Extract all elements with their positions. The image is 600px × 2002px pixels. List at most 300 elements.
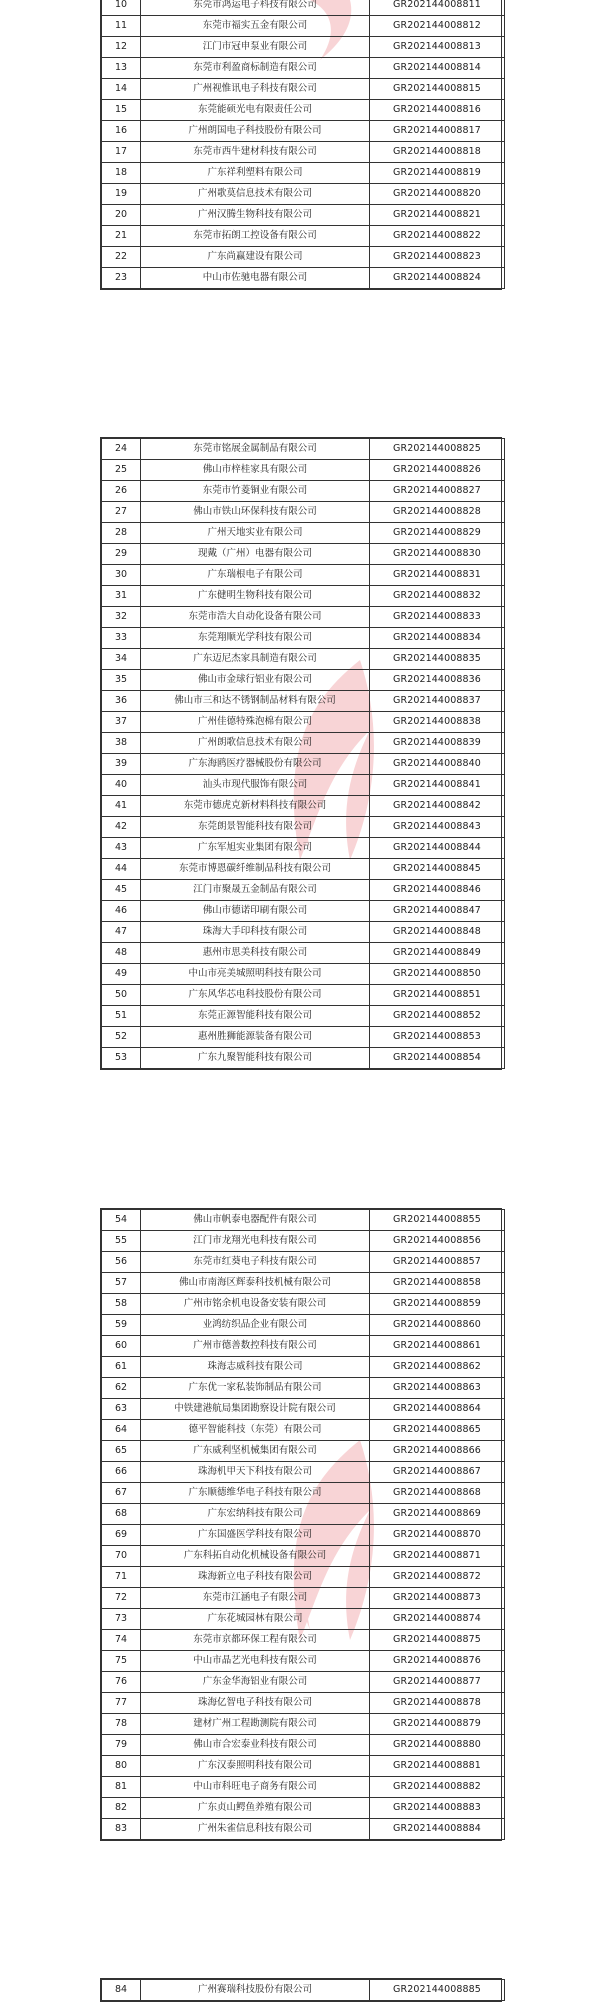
table-row (102, 1546, 505, 1567)
row-number: 46 (102, 901, 141, 922)
company-name: 东莞市博恩碳纤维制品科技有限公司 (141, 859, 370, 880)
row-number: 53 (102, 1048, 141, 1069)
company-name: 江门市龙翔光电科技有限公司 (141, 1231, 370, 1252)
company-name: 东莞翔顺光学科技有限公司 (141, 628, 370, 649)
table-row (102, 565, 505, 586)
certificate-number: GR202144008876 (370, 1651, 505, 1672)
company-name: 德平智能科技（东莞）有限公司 (141, 1420, 370, 1441)
certificate-number: GR202144008873 (370, 1588, 505, 1609)
row-number: 74 (102, 1630, 141, 1651)
certificate-number: GR202144008831 (370, 565, 505, 586)
row-number: 20 (102, 205, 141, 226)
table-row (102, 1336, 505, 1357)
row-number: 22 (102, 247, 141, 268)
company-name: 中山市晶艺光电科技有限公司 (141, 1651, 370, 1672)
row-number: 14 (102, 79, 141, 100)
certificate-number: GR202144008830 (370, 544, 505, 565)
row-number: 50 (102, 985, 141, 1006)
company-name: 佛山市金球行铝业有限公司 (141, 670, 370, 691)
company-name: 广州朗国电子科技股份有限公司 (141, 121, 370, 142)
certificate-number: GR202144008812 (370, 16, 505, 37)
company-name: 广东九聚智能科技有限公司 (141, 1048, 370, 1069)
table-row (102, 1441, 505, 1462)
table-row (102, 1630, 505, 1651)
table-row (102, 880, 505, 901)
certificate-number: GR202144008845 (370, 859, 505, 880)
company-name: 广东汉泰照明科技有限公司 (141, 1756, 370, 1777)
certificate-number: GR202144008836 (370, 670, 505, 691)
company-name: 佛山市铁山环保科技有限公司 (141, 502, 370, 523)
row-number: 60 (102, 1336, 141, 1357)
table-row (102, 460, 505, 481)
table-row (102, 628, 505, 649)
row-number: 51 (102, 1006, 141, 1027)
company-table-1 (100, 0, 502, 290)
table-row (102, 1609, 505, 1630)
table-row (102, 796, 505, 817)
certificate-number: GR202144008834 (370, 628, 505, 649)
table-row (102, 586, 505, 607)
company-name: 东莞市德虎克新材料科技有限公司 (141, 796, 370, 817)
company-name: 东莞朗景智能科技有限公司 (141, 817, 370, 838)
certificate-number: GR202144008843 (370, 817, 505, 838)
certificate-number: GR202144008838 (370, 712, 505, 733)
certificate-number: GR202144008863 (370, 1378, 505, 1399)
table-row (102, 817, 505, 838)
company-name: 惠州胜狮能源装备有限公司 (141, 1027, 370, 1048)
certificate-number: GR202144008864 (370, 1399, 505, 1420)
table-row (102, 205, 505, 226)
table-row (102, 754, 505, 775)
certificate-number: GR202144008862 (370, 1357, 505, 1378)
row-number: 38 (102, 733, 141, 754)
certificate-number: GR202144008844 (370, 838, 505, 859)
company-name: 东莞市铭展金属制品有限公司 (141, 439, 370, 460)
certificate-number: GR202144008883 (370, 1798, 505, 1819)
table-row (102, 226, 505, 247)
table-row (102, 607, 505, 628)
row-number: 49 (102, 964, 141, 985)
row-number: 52 (102, 1027, 141, 1048)
company-name: 佛山市梓桂家具有限公司 (141, 460, 370, 481)
company-name: 广东宏纳科技有限公司 (141, 1504, 370, 1525)
table-row (102, 1273, 505, 1294)
row-number: 27 (102, 502, 141, 523)
certificate-number: GR202144008861 (370, 1336, 505, 1357)
table-row (102, 481, 505, 502)
table-row (102, 523, 505, 544)
certificate-number: GR202144008855 (370, 1210, 505, 1231)
company-name: 惠州市思美科技有限公司 (141, 943, 370, 964)
certificate-number: GR202144008856 (370, 1231, 505, 1252)
company-name: 中山市佐驰电器有限公司 (141, 268, 370, 289)
table-row (102, 142, 505, 163)
row-number: 26 (102, 481, 141, 502)
row-number: 78 (102, 1714, 141, 1735)
company-name: 广州佳德特殊泡棉有限公司 (141, 712, 370, 733)
row-number: 82 (102, 1798, 141, 1819)
certificate-number: GR202144008837 (370, 691, 505, 712)
company-name: 广州朗歌信息技术有限公司 (141, 733, 370, 754)
table-row (102, 121, 505, 142)
row-number: 72 (102, 1588, 141, 1609)
company-table-3 (100, 1208, 502, 1841)
company-name: 广东祥利塑料有限公司 (141, 163, 370, 184)
company-name: 广州歌莫信息技术有限公司 (141, 184, 370, 205)
row-number: 56 (102, 1252, 141, 1273)
row-number: 44 (102, 859, 141, 880)
certificate-number: GR202144008867 (370, 1462, 505, 1483)
row-number: 66 (102, 1462, 141, 1483)
company-name: 东莞市西牛建材科技有限公司 (141, 142, 370, 163)
certificate-number: GR202144008878 (370, 1693, 505, 1714)
certificate-number: GR202144008853 (370, 1027, 505, 1048)
company-name: 东莞市竹菱铜业有限公司 (141, 481, 370, 502)
certificate-number: GR202144008833 (370, 607, 505, 628)
row-number: 70 (102, 1546, 141, 1567)
company-name: 东莞能硕光电有限责任公司 (141, 100, 370, 121)
row-number: 75 (102, 1651, 141, 1672)
company-name: 广东风华芯电科技股份有限公司 (141, 985, 370, 1006)
company-name: 珠海新立电子科技有限公司 (141, 1567, 370, 1588)
certificate-number: GR202144008858 (370, 1273, 505, 1294)
certificate-number: GR202144008868 (370, 1483, 505, 1504)
company-name: 东莞市福实五金有限公司 (141, 16, 370, 37)
table-row (102, 775, 505, 796)
company-name: 广东国盛医学科技有限公司 (141, 1525, 370, 1546)
table-row (102, 670, 505, 691)
row-number: 21 (102, 226, 141, 247)
table-row (102, 1006, 505, 1027)
row-number: 28 (102, 523, 141, 544)
row-number: 80 (102, 1756, 141, 1777)
certificate-number: GR202144008839 (370, 733, 505, 754)
certificate-number: GR202144008874 (370, 1609, 505, 1630)
certificate-number: GR202144008857 (370, 1252, 505, 1273)
table-row (102, 1693, 505, 1714)
table-row (102, 1504, 505, 1525)
company-table-2 (100, 437, 502, 1070)
certificate-number: GR202144008828 (370, 502, 505, 523)
certificate-number: GR202144008818 (370, 142, 505, 163)
table-row (102, 964, 505, 985)
table-row (102, 943, 505, 964)
company-name: 东莞市浩大自动化设备有限公司 (141, 607, 370, 628)
company-name: 广州朱雀信息科技有限公司 (141, 1819, 370, 1840)
company-name: 珠海机甲天下科技有限公司 (141, 1462, 370, 1483)
company-name: 广东威利坚机械集团有限公司 (141, 1441, 370, 1462)
certificate-number: GR202144008822 (370, 226, 505, 247)
row-number: 81 (102, 1777, 141, 1798)
certificate-number: GR202144008854 (370, 1048, 505, 1069)
certificate-number: GR202144008842 (370, 796, 505, 817)
certificate-number: GR202144008882 (370, 1777, 505, 1798)
row-number: 76 (102, 1672, 141, 1693)
company-name: 中山市亮美城照明科技有限公司 (141, 964, 370, 985)
row-number: 34 (102, 649, 141, 670)
certificate-number: GR202144008824 (370, 268, 505, 289)
company-name: 业鸿纺织品企业有限公司 (141, 1315, 370, 1336)
company-name: 汕头市现代服饰有限公司 (141, 775, 370, 796)
company-name: 广东瑞根电子有限公司 (141, 565, 370, 586)
table-row (102, 1420, 505, 1441)
table-row (102, 1567, 505, 1588)
certificate-number: GR202144008847 (370, 901, 505, 922)
table-row (102, 1672, 505, 1693)
row-number: 83 (102, 1819, 141, 1840)
table-row (102, 1231, 505, 1252)
certificate-number: GR202144008869 (370, 1504, 505, 1525)
company-name: 中山市科旺电子商务有限公司 (141, 1777, 370, 1798)
table-row (102, 691, 505, 712)
certificate-number: GR202144008850 (370, 964, 505, 985)
table-row (102, 985, 505, 1006)
row-number: 39 (102, 754, 141, 775)
certificate-number: GR202144008881 (370, 1756, 505, 1777)
company-name: 佛山市合宏泰业科技有限公司 (141, 1735, 370, 1756)
table-row (102, 1819, 505, 1840)
row-number: 31 (102, 586, 141, 607)
certificate-number: GR202144008815 (370, 79, 505, 100)
table-row (102, 1651, 505, 1672)
table-row (102, 58, 505, 79)
table-row (102, 1462, 505, 1483)
row-number: 45 (102, 880, 141, 901)
company-name: 中铁建港航局集团勘察设计院有限公司 (141, 1399, 370, 1420)
certificate-number: GR202144008846 (370, 880, 505, 901)
table-row (102, 1378, 505, 1399)
company-name: 广东军旭实业集团有限公司 (141, 838, 370, 859)
table-row (102, 649, 505, 670)
certificate-number: GR202144008816 (370, 100, 505, 121)
table-row (102, 184, 505, 205)
row-number: 16 (102, 121, 141, 142)
row-number: 29 (102, 544, 141, 565)
certificate-number: GR202144008880 (370, 1735, 505, 1756)
certificate-number: GR202144008811 (370, 0, 505, 16)
row-number: 73 (102, 1609, 141, 1630)
row-number: 68 (102, 1504, 141, 1525)
row-number: 18 (102, 163, 141, 184)
row-number: 48 (102, 943, 141, 964)
row-number: 61 (102, 1357, 141, 1378)
company-name: 广州市德善数控科技有限公司 (141, 1336, 370, 1357)
row-number: 64 (102, 1420, 141, 1441)
row-number: 84 (102, 1980, 141, 2001)
company-name: 佛山市帆泰电器配件有限公司 (141, 1210, 370, 1231)
certificate-number: GR202144008865 (370, 1420, 505, 1441)
company-name: 广东金华海铝业有限公司 (141, 1672, 370, 1693)
certificate-number: GR202144008835 (370, 649, 505, 670)
certificate-number: GR202144008879 (370, 1714, 505, 1735)
table-row (102, 712, 505, 733)
table-row (102, 1588, 505, 1609)
certificate-number: GR202144008826 (370, 460, 505, 481)
table-row (102, 1252, 505, 1273)
company-name: 广东优一家私装饰制品有限公司 (141, 1378, 370, 1399)
row-number: 79 (102, 1735, 141, 1756)
company-table-4 (100, 1978, 502, 2002)
company-name: 东莞正源智能科技有限公司 (141, 1006, 370, 1027)
table-row (102, 1980, 505, 2001)
table-row (102, 1798, 505, 1819)
table-row (102, 1399, 505, 1420)
company-name: 广东花城园林有限公司 (141, 1609, 370, 1630)
row-number: 63 (102, 1399, 141, 1420)
certificate-number: GR202144008851 (370, 985, 505, 1006)
table-row (102, 1048, 505, 1069)
table-row (102, 1315, 505, 1336)
row-number: 55 (102, 1231, 141, 1252)
row-number: 59 (102, 1315, 141, 1336)
row-number: 15 (102, 100, 141, 121)
company-name: 东莞市红葵电子科技有限公司 (141, 1252, 370, 1273)
row-number: 10 (102, 0, 141, 16)
company-name: 东莞市鸿运电子科技有限公司 (141, 0, 370, 16)
table-row (102, 502, 505, 523)
table-row (102, 0, 505, 16)
certificate-number: GR202144008814 (370, 58, 505, 79)
row-number: 58 (102, 1294, 141, 1315)
company-name: 江门市聚晟五金制品有限公司 (141, 880, 370, 901)
table-row (102, 1210, 505, 1231)
certificate-number: GR202144008817 (370, 121, 505, 142)
table-row (102, 247, 505, 268)
table-row (102, 859, 505, 880)
certificate-number: GR202144008871 (370, 1546, 505, 1567)
table-row (102, 79, 505, 100)
row-number: 17 (102, 142, 141, 163)
certificate-number: GR202144008819 (370, 163, 505, 184)
certificate-number: GR202144008820 (370, 184, 505, 205)
table-row (102, 1735, 505, 1756)
table-row (102, 1294, 505, 1315)
row-number: 77 (102, 1693, 141, 1714)
row-number: 57 (102, 1273, 141, 1294)
table-row (102, 1357, 505, 1378)
row-number: 62 (102, 1378, 141, 1399)
row-number: 71 (102, 1567, 141, 1588)
company-name: 广州视惟讯电子科技有限公司 (141, 79, 370, 100)
company-name: 广东贞山鳄鱼养殖有限公司 (141, 1798, 370, 1819)
table-row (102, 37, 505, 58)
row-number: 12 (102, 37, 141, 58)
row-number: 32 (102, 607, 141, 628)
row-number: 37 (102, 712, 141, 733)
company-name: 建材广州工程勘测院有限公司 (141, 1714, 370, 1735)
table-row (102, 901, 505, 922)
row-number: 19 (102, 184, 141, 205)
certificate-number: GR202144008821 (370, 205, 505, 226)
certificate-number: GR202144008832 (370, 586, 505, 607)
row-number: 36 (102, 691, 141, 712)
certificate-number: GR202144008866 (370, 1441, 505, 1462)
row-number: 25 (102, 460, 141, 481)
row-number: 42 (102, 817, 141, 838)
certificate-number: GR202144008825 (370, 439, 505, 460)
row-number: 24 (102, 439, 141, 460)
table-row (102, 268, 505, 289)
table-row (102, 1777, 505, 1798)
certificate-number: GR202144008852 (370, 1006, 505, 1027)
company-name: 东莞市拓朗工控设备有限公司 (141, 226, 370, 247)
certificate-number: GR202144008860 (370, 1315, 505, 1336)
row-number: 65 (102, 1441, 141, 1462)
row-number: 41 (102, 796, 141, 817)
table-row (102, 922, 505, 943)
row-number: 69 (102, 1525, 141, 1546)
certificate-number: GR202144008827 (370, 481, 505, 502)
certificate-number: GR202144008870 (370, 1525, 505, 1546)
table-row (102, 1525, 505, 1546)
company-name: 广州赛瑞科技股份有限公司 (141, 1980, 370, 2001)
certificate-number: GR202144008849 (370, 943, 505, 964)
certificate-number: GR202144008859 (370, 1294, 505, 1315)
certificate-number: GR202144008841 (370, 775, 505, 796)
company-name: 广东顺德维华电子科技有限公司 (141, 1483, 370, 1504)
company-name: 江门市冠申泵业有限公司 (141, 37, 370, 58)
company-name: 广州市铭余机电设备安装有限公司 (141, 1294, 370, 1315)
table-row (102, 163, 505, 184)
certificate-number: GR202144008885 (370, 1980, 505, 2001)
certificate-number: GR202144008877 (370, 1672, 505, 1693)
company-name: 珠海志威科技有限公司 (141, 1357, 370, 1378)
company-name: 广东科拓自动化机械设备有限公司 (141, 1546, 370, 1567)
company-name: 东莞市江涵电子有限公司 (141, 1588, 370, 1609)
certificate-number: GR202144008823 (370, 247, 505, 268)
certificate-number: GR202144008848 (370, 922, 505, 943)
table-row (102, 1756, 505, 1777)
table-row (102, 733, 505, 754)
table-row (102, 838, 505, 859)
company-name: 佛山市三和达不锈钢制品材料有限公司 (141, 691, 370, 712)
row-number: 33 (102, 628, 141, 649)
table-row (102, 439, 505, 460)
row-number: 54 (102, 1210, 141, 1231)
certificate-number: GR202144008875 (370, 1630, 505, 1651)
table-row (102, 1714, 505, 1735)
company-name: 东莞市利盈商标制造有限公司 (141, 58, 370, 79)
row-number: 43 (102, 838, 141, 859)
company-name: 广东迈尼杰家具制造有限公司 (141, 649, 370, 670)
company-name: 佛山市德诺印刷有限公司 (141, 901, 370, 922)
company-name: 广东健明生物科技有限公司 (141, 586, 370, 607)
company-name: 现戴（广州）电器有限公司 (141, 544, 370, 565)
certificate-number: GR202144008813 (370, 37, 505, 58)
certificate-number: GR202144008840 (370, 754, 505, 775)
table-row (102, 100, 505, 121)
certificate-number: GR202144008872 (370, 1567, 505, 1588)
row-number: 35 (102, 670, 141, 691)
company-name: 佛山市南海区辉泰科技机械有限公司 (141, 1273, 370, 1294)
company-name: 广州天地实业有限公司 (141, 523, 370, 544)
row-number: 67 (102, 1483, 141, 1504)
company-name: 广州汉腾生物科技有限公司 (141, 205, 370, 226)
company-name: 珠海大手印科技有限公司 (141, 922, 370, 943)
company-name: 广东海鸥医疗器械股份有限公司 (141, 754, 370, 775)
company-name: 珠海亿智电子科技有限公司 (141, 1693, 370, 1714)
row-number: 11 (102, 16, 141, 37)
row-number: 40 (102, 775, 141, 796)
certificate-number: GR202144008884 (370, 1819, 505, 1840)
row-number: 23 (102, 268, 141, 289)
certificate-number: GR202144008829 (370, 523, 505, 544)
row-number: 47 (102, 922, 141, 943)
row-number: 13 (102, 58, 141, 79)
table-row (102, 16, 505, 37)
table-row (102, 544, 505, 565)
row-number: 30 (102, 565, 141, 586)
